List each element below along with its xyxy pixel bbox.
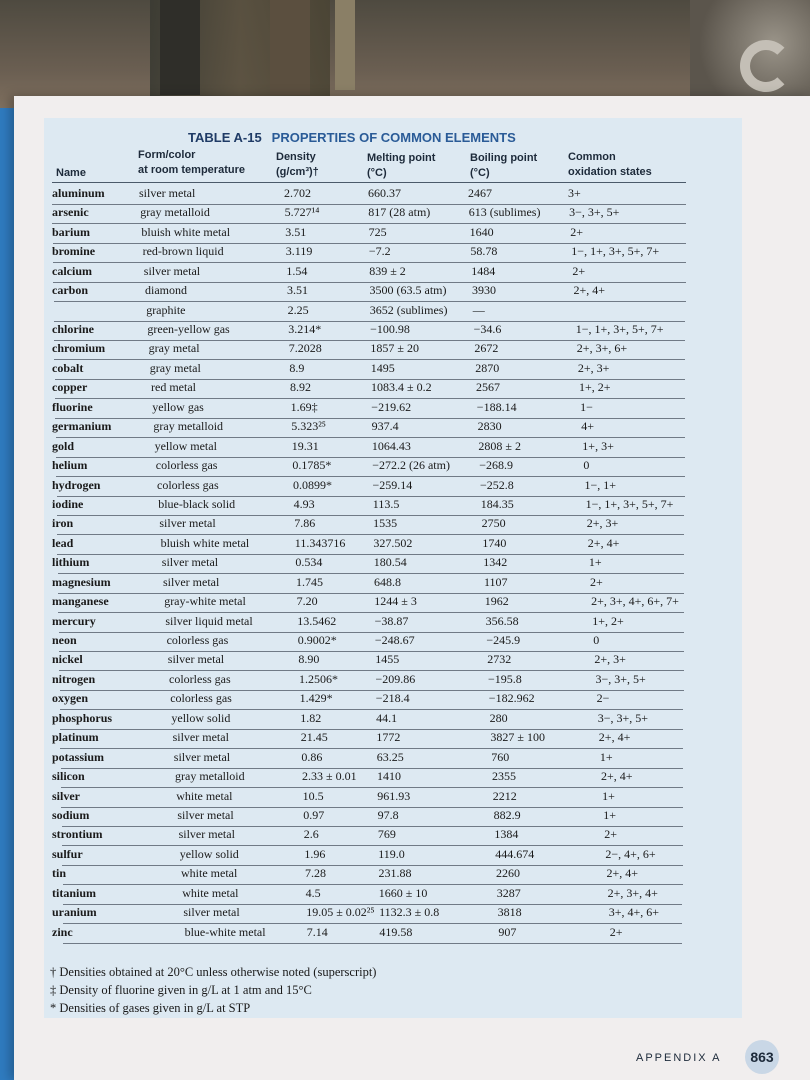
cell-oxidation-states: 4+ — [581, 419, 594, 434]
cell-name: bromine — [52, 244, 96, 259]
cell-density: 3.51 — [287, 283, 308, 298]
table-heading: PROPERTIES OF COMMON ELEMENTS — [271, 130, 516, 145]
cell-boiling-point: −195.8 — [488, 671, 522, 686]
cell-name: calcium — [52, 263, 92, 278]
cell-melting-point: −248.67 — [374, 633, 415, 648]
appendix-label: APPENDIX A — [636, 1052, 722, 1064]
cell-form: colorless gas — [157, 477, 219, 492]
cell-density: 4.5 — [305, 885, 321, 900]
cell-density: 2.702 — [284, 186, 311, 200]
cell-melting-point: 1857 ± 20 — [370, 341, 419, 356]
cell-melting-point: 180.54 — [373, 555, 407, 570]
cell-form: silver metal — [173, 749, 231, 764]
cell-boiling-point: — — [472, 302, 485, 317]
cell-boiling-point: −268.9 — [479, 458, 513, 473]
cell-name: strontium — [52, 827, 103, 842]
cell-melting-point: 327.502 — [373, 535, 413, 550]
cell-form: white metal — [181, 866, 238, 881]
cell-form: silver metal — [161, 555, 219, 570]
cell-density: 19.05 ± 0.02²⁵ — [306, 905, 375, 920]
cell-melting-point: −38.87 — [374, 613, 409, 628]
footnote-fluorine: ‡ Density of fluorine given in g/L at 1 atm and 15°C — [50, 983, 312, 997]
footnotes — [50, 963, 376, 1017]
cell-name: sodium — [52, 807, 90, 822]
cell-boiling-point: 3930 — [472, 283, 496, 298]
cell-melting-point: −209.86 — [375, 671, 416, 686]
cell-oxidation-states: 2+, 3+, 4+, 6+, 7+ — [591, 594, 679, 609]
cell-boiling-point: 444.674 — [495, 846, 535, 861]
cell-name: zinc — [52, 924, 73, 939]
cell-oxidation-states: 1+ — [588, 555, 602, 570]
cell-oxidation-states: 0 — [593, 633, 600, 648]
cell-boiling-point: 1107 — [484, 574, 508, 589]
cell-density: 7.28 — [305, 866, 326, 881]
cell-melting-point: −272.2 (26 atm) — [372, 458, 450, 473]
cell-density: 8.92 — [290, 380, 311, 395]
cell-name: magnesium — [52, 574, 111, 589]
background-book-spine — [270, 0, 310, 95]
cell-density: 1.69‡ — [290, 399, 318, 414]
cell-boiling-point: 1640 — [469, 224, 494, 239]
cell-oxidation-states: 2+, 4+ — [573, 283, 606, 298]
cell-boiling-point: 280 — [489, 710, 508, 725]
cell-melting-point: 97.8 — [377, 807, 399, 822]
cell-boiling-point: 3827 ± 100 — [490, 730, 545, 745]
cell-oxidation-states: 2+, 4+ — [598, 730, 631, 745]
cell-name: aluminum — [52, 186, 105, 200]
cell-name: lithium — [52, 555, 90, 570]
cell-density: 3.214* — [288, 322, 322, 337]
cell-name: nitrogen — [52, 671, 96, 686]
cell-boiling-point: 58.78 — [470, 244, 498, 259]
header-density: Density (g/cm³)† — [276, 151, 319, 178]
cell-form: silver metal — [172, 730, 229, 745]
header-name: Name — [56, 167, 86, 179]
cell-melting-point: 1455 — [375, 652, 400, 667]
cell-form: graphite — [146, 302, 186, 317]
cell-density: 11.343716 — [294, 535, 346, 550]
cell-name: cobalt — [52, 360, 84, 375]
cell-form: red-brown liquid — [142, 244, 224, 259]
cell-name: manganese — [52, 594, 109, 609]
cell-boiling-point: −252.8 — [480, 477, 514, 492]
cell-melting-point: 769 — [377, 827, 396, 842]
cell-density: 10.5 — [302, 788, 324, 803]
cell-name: hydrogen — [52, 477, 101, 492]
cell-oxidation-states: 2−, 4+, 6+ — [605, 846, 656, 861]
cell-melting-point: 1660 ± 10 — [378, 885, 428, 900]
cell-melting-point: 3500 (63.5 atm) — [369, 283, 447, 298]
cell-name: iron — [52, 516, 74, 531]
cell-form: silver metal — [139, 186, 196, 200]
cell-melting-point: 1132.3 ± 0.8 — [379, 905, 440, 920]
cell-name: titanium — [52, 885, 97, 900]
cell-density: 5.323²⁵ — [291, 419, 326, 434]
cell-boiling-point: 1740 — [482, 535, 507, 550]
cell-melting-point: 44.1 — [376, 710, 398, 725]
cell-form: silver metal — [167, 652, 225, 667]
cell-boiling-point: 2732 — [487, 652, 512, 667]
cell-name: oxygen — [52, 691, 88, 706]
cell-melting-point: −100.98 — [370, 322, 410, 337]
cell-density: 1.82 — [300, 710, 322, 725]
cell-oxidation-states: 2+, 4+ — [601, 769, 633, 784]
cell-density: 13.5462 — [297, 613, 337, 628]
cell-density: 3.119 — [285, 244, 313, 259]
cell-form: gray metal — [149, 360, 201, 375]
cell-melting-point: 839 ± 2 — [369, 263, 406, 278]
cell-boiling-point: −245.9 — [486, 633, 521, 648]
cell-name: potassium — [52, 749, 105, 764]
cell-melting-point: 1083.4 ± 0.2 — [371, 380, 432, 395]
cell-form: red metal — [151, 380, 196, 395]
cell-melting-point: −259.14 — [372, 477, 413, 492]
cell-name: gold — [52, 438, 75, 453]
cell-boiling-point: −34.6 — [473, 322, 502, 337]
cell-oxidation-states: 2+, 3+ — [577, 360, 610, 375]
cell-name: arsenic — [52, 205, 89, 220]
cell-name: germanium — [52, 419, 112, 434]
cell-melting-point: 419.58 — [379, 924, 413, 939]
header-form: Form/color at room temperature — [138, 149, 245, 176]
cell-oxidation-states: 2+ — [604, 827, 618, 842]
background-book-spine — [160, 0, 200, 95]
cell-melting-point: 1495 — [370, 360, 395, 375]
cell-name: lead — [52, 535, 74, 550]
cell-melting-point: 63.25 — [376, 749, 404, 764]
background-letter-shape — [740, 40, 792, 92]
cell-form: blue-white metal — [184, 924, 266, 939]
header-melting-point: Melting point (°C) — [367, 152, 436, 179]
cell-form: green-yellow gas — [147, 322, 230, 337]
cell-form: silver metal — [163, 574, 220, 589]
cell-boiling-point: 1484 — [471, 263, 496, 278]
header-oxidation-states: Common oxidation states — [568, 151, 652, 178]
cell-boiling-point: 2355 — [492, 769, 516, 784]
cell-oxidation-states: 2+, 4+ — [606, 866, 639, 881]
cell-density: 1.96 — [304, 846, 326, 861]
cell-density: 0.86 — [301, 749, 323, 764]
cell-name: phosphorus — [52, 710, 113, 725]
cell-melting-point: 113.5 — [372, 496, 400, 511]
cell-oxidation-states: 2+ — [609, 924, 623, 939]
cell-name: iodine — [52, 496, 84, 511]
cell-density: 1.54 — [286, 263, 308, 278]
cell-name: platinum — [52, 730, 99, 745]
cell-oxidation-states: 1+, 2+ — [579, 380, 611, 395]
cell-density: 7.2028 — [288, 341, 322, 356]
cell-oxidation-states: 0 — [583, 458, 590, 473]
cell-density: 21.45 — [300, 730, 328, 745]
cell-name: neon — [52, 633, 77, 648]
cell-boiling-point: 3818 — [497, 905, 522, 920]
cell-boiling-point: −182.962 — [488, 691, 535, 706]
cell-boiling-point: 2260 — [496, 866, 520, 881]
cell-melting-point: 1244 ± 3 — [374, 594, 417, 609]
cell-name: tin — [52, 866, 67, 881]
background-book-spine — [335, 0, 355, 90]
cell-boiling-point: 2750 — [481, 516, 506, 531]
cell-form: yellow solid — [179, 846, 239, 861]
cell-form: silver metal — [159, 516, 216, 531]
cell-boiling-point: 1962 — [484, 594, 509, 609]
cell-melting-point: 648.8 — [374, 574, 401, 589]
cell-oxidation-states: 3−, 3+, 5+ — [595, 671, 646, 686]
cell-melting-point: −219.62 — [371, 399, 412, 414]
cell-density: 7.20 — [296, 594, 318, 609]
cell-density: 8.9 — [289, 360, 305, 375]
cell-melting-point: 231.88 — [378, 866, 412, 881]
cell-boiling-point: 2830 — [477, 419, 502, 434]
cell-form: gray metalloid — [153, 419, 224, 434]
cell-melting-point: 660.37 — [368, 186, 401, 200]
cell-boiling-point: 907 — [498, 924, 517, 939]
cell-density: 4.93 — [293, 496, 315, 511]
cell-form: bluish white metal — [141, 224, 231, 239]
cell-oxidation-states: 2+, 4+ — [587, 535, 620, 550]
cell-density: 5.727¹⁴ — [284, 205, 320, 220]
cell-density: 8.90 — [298, 652, 320, 667]
cell-form: silver liquid metal — [165, 613, 253, 628]
book-page — [14, 96, 810, 1080]
cell-oxidation-states: 1+ — [603, 807, 616, 822]
cell-form: colorless gas — [169, 671, 231, 686]
cell-form: silver metal — [177, 807, 234, 822]
cell-density: 7.14 — [306, 924, 328, 939]
cell-oxidation-states: 1+, 2+ — [592, 613, 624, 628]
cell-melting-point: −218.4 — [375, 691, 410, 706]
cell-form: white metal — [176, 788, 233, 803]
cell-name: sulfur — [52, 846, 83, 861]
cell-oxidation-states: 1− — [580, 399, 593, 414]
cell-oxidation-states: 3+, 4+, 6+ — [608, 905, 659, 920]
cell-density: 1.745 — [296, 574, 323, 589]
cell-oxidation-states: 1−, 1+, 3+, 5+, 7+ — [585, 496, 674, 511]
cell-form: gray metalloid — [175, 769, 245, 784]
table-panel — [44, 118, 742, 1018]
cell-boiling-point: 760 — [491, 749, 510, 764]
cell-boiling-point: 356.58 — [485, 613, 519, 628]
cell-boiling-point: 2870 — [475, 360, 500, 375]
cell-density: 0.0899* — [293, 477, 332, 492]
cell-density: 2.33 ± 0.01 — [302, 769, 357, 784]
cell-density: 2.25 — [287, 302, 309, 317]
cell-name: silver — [52, 788, 80, 803]
cell-melting-point: 3652 (sublimes) — [369, 302, 448, 317]
cell-form: gray metal — [148, 341, 200, 356]
cell-density: 19.31 — [291, 438, 319, 453]
cell-name: uranium — [52, 905, 97, 920]
cell-oxidation-states: 2+, 3+, 6+ — [576, 341, 628, 356]
cell-boiling-point: −188.14 — [476, 399, 517, 414]
cell-oxidation-states: 1−, 1+ — [584, 477, 617, 492]
cell-form: gray metalloid — [140, 205, 210, 220]
cell-form: yellow solid — [171, 710, 231, 725]
page-number: 863 — [745, 1040, 779, 1074]
cell-oxidation-states: 1−, 1+, 3+, 5+, 7+ — [575, 322, 664, 337]
header-rule — [52, 182, 686, 183]
cell-boiling-point: 1384 — [494, 827, 519, 842]
footnote-gases: * Densities of gases given in g/L at STP — [50, 1001, 251, 1015]
footnote-density: † Densities obtained at 20°C unless otherwise noted (superscript) — [50, 965, 377, 979]
cell-form: white metal — [182, 885, 239, 900]
cell-name: mercury — [52, 613, 96, 628]
cell-oxidation-states: 2+, 3+ — [586, 516, 619, 531]
cell-melting-point: 817 (28 atm) — [368, 205, 431, 220]
cell-form: gray-white metal — [164, 594, 246, 609]
cell-melting-point: 937.4 — [371, 419, 399, 434]
cell-boiling-point: 2467 — [468, 186, 492, 200]
cell-oxidation-states: 3−, 3+, 5+ — [597, 710, 648, 725]
cell-oxidation-states: 3+ — [568, 186, 581, 200]
cell-boiling-point: 613 (sublimes) — [468, 205, 541, 220]
cell-melting-point: 1064.43 — [371, 438, 411, 453]
cell-melting-point: 961.93 — [377, 788, 411, 803]
cell-oxidation-states: 2+ — [590, 574, 603, 589]
cell-density: 0.534 — [295, 555, 323, 570]
cell-boiling-point: 2212 — [492, 788, 517, 803]
book-cover-edge — [0, 108, 14, 1080]
cell-melting-point: 725 — [368, 224, 387, 239]
cell-form: bluish white metal — [160, 535, 250, 550]
cell-form: yellow gas — [152, 399, 204, 414]
cell-boiling-point: 882.9 — [493, 807, 521, 822]
cell-name: silicon — [52, 769, 85, 784]
cell-oxidation-states: 2+, 3+ — [594, 652, 626, 667]
cell-form: silver metal — [183, 905, 240, 920]
cell-name: chlorine — [52, 322, 94, 337]
cell-oxidation-states: 1−, 1+, 3+, 5+, 7+ — [571, 244, 660, 259]
cell-name: fluorine — [52, 399, 93, 414]
cell-oxidation-states: 2+ — [572, 263, 586, 278]
cell-density: 1.429* — [299, 691, 333, 706]
cell-oxidation-states: 3−, 3+, 5+ — [569, 205, 620, 220]
table-title — [188, 130, 516, 145]
cell-density: 2.6 — [303, 827, 319, 842]
cell-form: colorless gas — [155, 458, 218, 473]
cell-name: nickel — [52, 652, 83, 667]
cell-boiling-point: 2567 — [476, 380, 500, 395]
cell-oxidation-states: 2+, 3+, 4+ — [607, 885, 658, 900]
cell-oxidation-states: 2+ — [570, 224, 583, 239]
cell-melting-point: 1535 — [373, 516, 398, 531]
cell-name: helium — [52, 458, 88, 473]
cell-melting-point: −7.2 — [368, 244, 391, 259]
cell-density: 3.51 — [285, 224, 307, 239]
cell-oxidation-states: 1+ — [602, 788, 615, 803]
cell-name: barium — [52, 224, 91, 239]
cell-oxidation-states: 1+, 3+ — [582, 438, 614, 453]
cell-melting-point: 1410 — [377, 769, 401, 784]
cell-oxidation-states: 1+ — [599, 749, 613, 764]
cell-oxidation-states: 2− — [596, 691, 610, 706]
cell-name: copper — [52, 380, 88, 395]
table-label: TABLE A-15 — [188, 130, 262, 145]
cell-boiling-point: 2808 ± 2 — [478, 438, 521, 453]
cell-boiling-point: 184.35 — [480, 496, 514, 511]
cell-density: 0.1785* — [292, 458, 332, 473]
header-boiling-point: Boiling point (°C) — [470, 152, 538, 179]
cell-density: 7.86 — [294, 516, 316, 531]
cell-melting-point: 119.0 — [378, 846, 405, 861]
cell-boiling-point: 1342 — [483, 555, 508, 570]
cell-form: blue-black solid — [158, 496, 236, 511]
cell-form: yellow metal — [154, 438, 217, 453]
cell-name: carbon — [52, 283, 88, 298]
cell-density: 1.2506* — [299, 671, 338, 686]
cell-density: 0.9002* — [297, 633, 337, 648]
cell-form: silver metal — [143, 263, 201, 278]
cell-form: colorless gas — [166, 633, 229, 648]
cell-boiling-point: 3287 — [496, 885, 521, 900]
cell-density: 0.97 — [303, 807, 325, 822]
cell-melting-point: 1772 — [376, 730, 401, 745]
cell-form: silver metal — [178, 827, 235, 842]
cell-name: chromium — [52, 341, 106, 356]
cell-form: diamond — [145, 283, 187, 298]
cell-form: colorless gas — [170, 691, 232, 706]
cell-boiling-point: 2672 — [474, 341, 499, 356]
